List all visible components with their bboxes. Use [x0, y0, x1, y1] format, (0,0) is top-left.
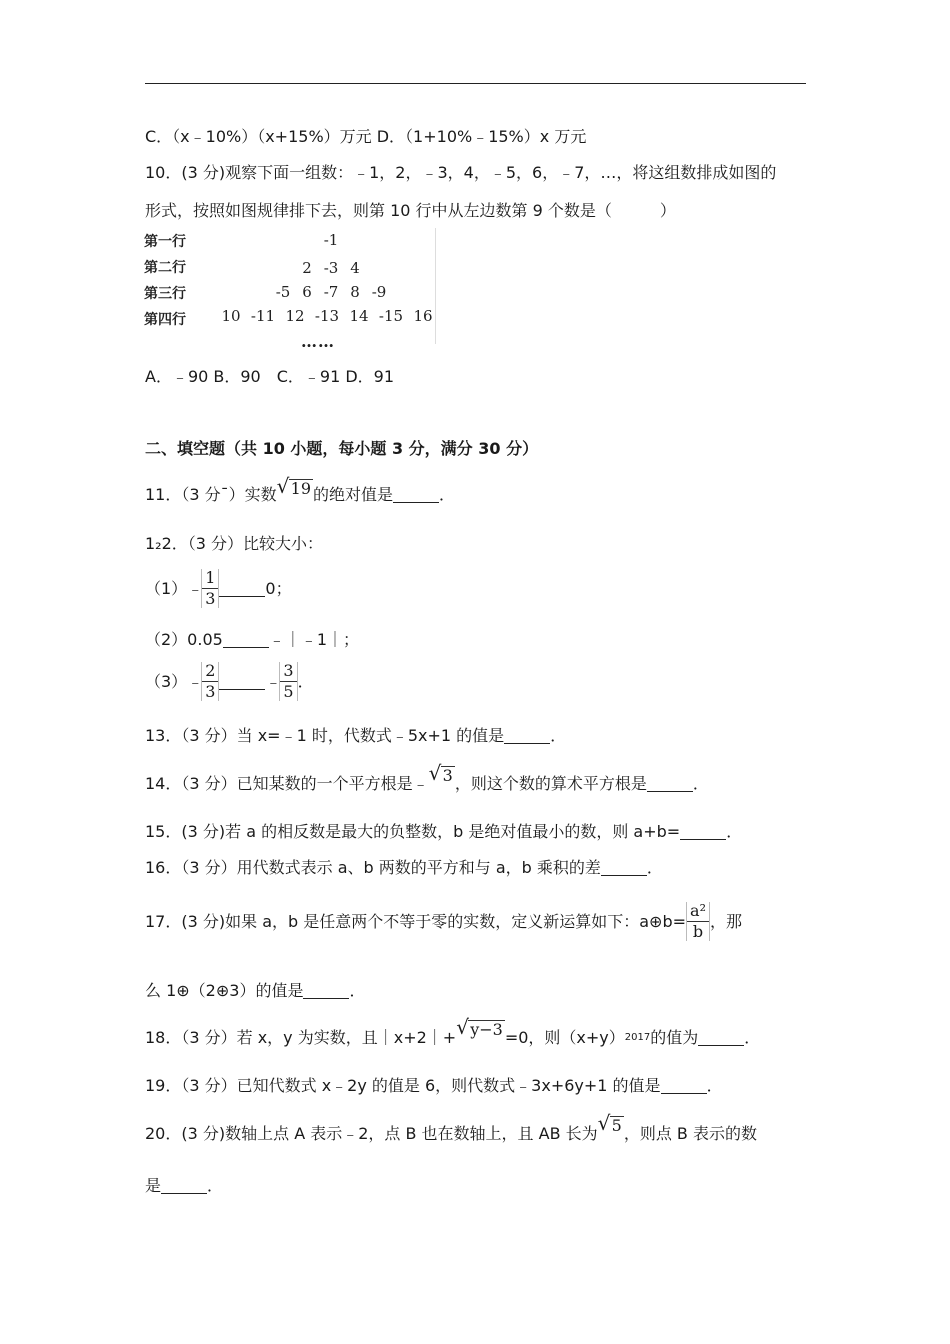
- sqrt-expression: √ 5: [597, 1110, 622, 1135]
- q12-part3: （3）﹣ $\frac{2}{3}$ ﹣ $\frac{3}{5}$ ．: [145, 661, 314, 701]
- answer-blank[interactable]: [601, 859, 647, 876]
- pattern-number: 12: [285, 307, 305, 325]
- q19: 19．（3 分）已知代数式 x﹣2y 的值是 6，则代数式﹣3x+6y+1 的值是 ．: [145, 1075, 723, 1095]
- pattern-number: -1: [323, 231, 339, 249]
- q16: 16．（3 分）用代数式表示 a、b 两数的平方和与 a，b 乘积的差 ．: [145, 857, 663, 877]
- pattern-number: 4: [350, 259, 360, 277]
- sqrt-expression: √ y−3: [456, 1014, 503, 1039]
- pattern-number: -3: [323, 259, 339, 277]
- q10-line2: 形式，按照如图规律排下去，则第 10 行中从左边数第 9 个数是（ ）: [145, 201, 676, 220]
- pattern-number: -11: [250, 307, 276, 325]
- q10-options: A．﹣90 B．90 C．﹣91 D．91: [145, 367, 395, 386]
- row-label-3: 第三行: [144, 286, 186, 302]
- pattern-number: 14: [349, 307, 369, 325]
- fraction: $\frac{1}{3}$: [201, 569, 219, 608]
- pattern-number: -15: [378, 307, 404, 325]
- row-label-4: 第四行: [144, 312, 186, 328]
- section-title: 二、填空题（共 10 小题，每小题 3 分，满分 30 分）: [145, 439, 539, 458]
- answer-blank[interactable]: [698, 1029, 744, 1046]
- q10-line1: 10．(3 分)观察下面一组数：﹣1，2，﹣3，4，﹣5，6，﹣7，…，将这组数排成如图的: [145, 163, 777, 182]
- answer-blank[interactable]: [504, 727, 550, 744]
- pattern-number: 8: [350, 283, 360, 301]
- sqrt-expression: √ 3: [428, 760, 453, 785]
- fraction: $\frac{\text{a²}}{b}$: [686, 902, 710, 941]
- q18: 18．（3 分）若 x，y 为实数，且｜x+2｜+ √ y−3 =0，则（x+y）2017的值为 ．: [145, 1014, 761, 1047]
- q12-part2: （2）0.05 ﹣｜﹣1｜；: [145, 629, 359, 649]
- q17-line2: 么 1⊕（2⊕3）的值是 ．: [145, 980, 366, 1000]
- pattern-number: -9: [371, 283, 387, 301]
- q14: 14．（3 分）已知某数的一个平方根是﹣ √ 3 ，则这个数的算术平方根是 ．: [145, 760, 709, 793]
- pattern-number: -7: [323, 283, 339, 301]
- answer-blank[interactable]: [393, 486, 439, 503]
- row-label-1: 第一行: [144, 234, 186, 250]
- answer-blank[interactable]: [303, 982, 349, 999]
- pattern-number: -13: [314, 307, 340, 325]
- q15: 15．(3 分)若 a 的相反数是最大的负整数，b 是绝对值最小的数，则 a+b= ．: [145, 821, 743, 841]
- q12-title: 1₂2．（3 分）比较大小：: [145, 534, 324, 553]
- q17-line1: 17．(3 分)如果 a，b 是任意两个不等于零的实数，定义新运算如下：a⊕b= $\frac{\text{a²}}{b}$ ，那: [145, 901, 742, 941]
- fraction: $\frac{3}{5}$: [279, 662, 297, 701]
- answer-blank[interactable]: [219, 673, 265, 690]
- pattern-number: 2: [302, 259, 312, 277]
- pattern-number: -5: [275, 283, 291, 301]
- answer-blank[interactable]: [647, 775, 693, 792]
- pattern-number: 6: [302, 283, 312, 301]
- answer-blank[interactable]: [680, 823, 726, 840]
- q12-part1: （1）﹣ $\frac{1}{3}$ 0；: [145, 568, 292, 608]
- answer-blank[interactable]: [223, 631, 269, 648]
- q20-line2: 是 ．: [145, 1175, 224, 1195]
- header-rule: [145, 83, 806, 84]
- q20-line1: 20．(3 分)数轴上点 A 表示﹣2，点 B 也在数轴上，且 AB 长为 √ 5 ，则点 B 表示的数: [145, 1110, 757, 1143]
- q11: 11．（3 分ˉ）实数 √ 19 的绝对值是 ．: [145, 473, 456, 504]
- answer-blank[interactable]: [661, 1077, 707, 1094]
- row-label-2: 第二行: [144, 260, 186, 276]
- pattern-number: 16: [413, 307, 433, 325]
- q9-options-cd: C．（x﹣10%）（x+15%）万元 D．（1+10%﹣15%）x 万元: [145, 127, 587, 146]
- q13: 13．（3 分）当 x=﹣1 时，代数式﹣5x+1 的值是 ．: [145, 725, 567, 745]
- fraction: $\frac{2}{3}$: [201, 662, 219, 701]
- answer-blank[interactable]: [219, 580, 265, 597]
- pattern-ellipsis: ……: [301, 332, 335, 351]
- sqrt-expression: √ 19: [276, 473, 311, 498]
- number-pattern-figure: [143, 228, 436, 351]
- answer-blank[interactable]: [161, 1177, 207, 1194]
- pattern-number: 10: [221, 307, 241, 325]
